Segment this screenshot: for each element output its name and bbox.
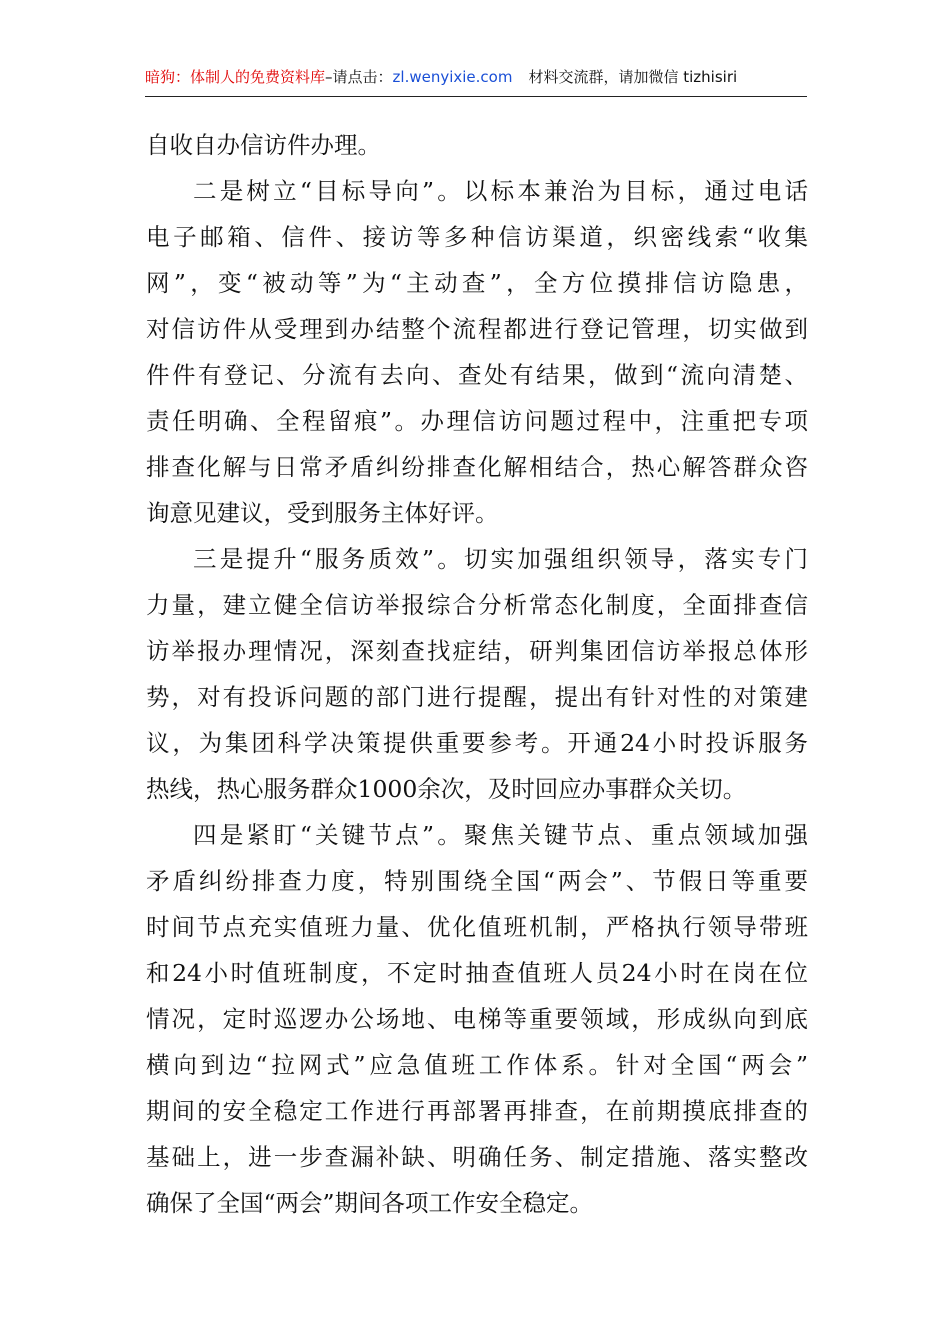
text-line: 力量，建立健全信访举报综合分析常态化制度，全面排查信	[146, 591, 808, 619]
text-line: 自收自办信访件办理。	[146, 131, 381, 159]
text-line: 询意见建议，受到服务主体好评。	[146, 499, 499, 527]
text-line: 件件有登记、分流有去向、查处有结果，做到“流向清楚、	[146, 361, 808, 389]
text-line: 排查化解与日常矛盾纠纷排查化解相结合，热心解答群众咨	[146, 453, 808, 481]
text-line: 电子邮箱、信件、接访等多种信访渠道，织密线索“收集	[146, 223, 808, 251]
text-line: 访举报办理情况，深刻查找症结，研判集团信访举报总体形	[146, 637, 808, 665]
text-line: 矛盾纠纷排查力度，特别围绕全国“两会”、节假日等重要	[146, 867, 808, 895]
text-line: 势，对有投诉问题的部门进行提醒，提出有针对性的对策建	[146, 683, 808, 711]
header-contact: 材料交流群，请加微信 tizhisiri	[528, 68, 738, 86]
text-line: 议，为集团科学决策提供重要参考。开通24小时投诉服务	[146, 729, 808, 757]
header-click-prefix: –请点击：	[325, 68, 393, 86]
page-header	[145, 66, 807, 97]
text-line: 时间节点充实值班力量、优化值班机制，严格执行领导带班	[146, 913, 808, 941]
paragraph-4-start: 四是紧盯“关键节点”。聚焦关键节点、重点领域加强	[193, 821, 808, 849]
text-line: 基础上，进一步查漏补缺、明确任务、制定措施、落实整改	[146, 1143, 808, 1171]
text-line: 确保了全国“两会”期间各项工作安全稳定。	[146, 1189, 594, 1217]
text-line: 期间的安全稳定工作进行再部署再排查，在前期摸底排查的	[146, 1097, 808, 1125]
header-url-link[interactable]: zl.wenyixie.com	[392, 68, 513, 86]
text-line: 对信访件从受理到办结整个流程都进行登记管理，切实做到	[146, 315, 808, 343]
document-body	[146, 122, 808, 1226]
text-line: 热线，热心服务群众1000余次，及时回应办事群众关切。	[146, 775, 747, 803]
text-line: 责任明确、全程留痕”。办理信访问题过程中，注重把专项	[146, 407, 808, 435]
text-line: 网”，变“被动等”为“主动查”，全方位摸排信访隐患，	[146, 269, 808, 297]
paragraph-2-start: 二是树立“目标导向”。以标本兼治为目标，通过电话	[193, 177, 808, 205]
text-line: 和24小时值班制度，不定时抽查值班人员24小时在岗在位	[146, 959, 808, 987]
text-line: 横向到边“拉网式”应急值班工作体系。针对全国“两会”	[146, 1051, 808, 1079]
header-site-name: 暗狗：体制人的免费资料库	[145, 68, 326, 86]
paragraph-3-start: 三是提升“服务质效”。切实加强组织领导，落实专门	[193, 545, 808, 573]
text-line: 情况，定时巡逻办公场地、电梯等重要领域，形成纵向到底	[146, 1005, 808, 1033]
